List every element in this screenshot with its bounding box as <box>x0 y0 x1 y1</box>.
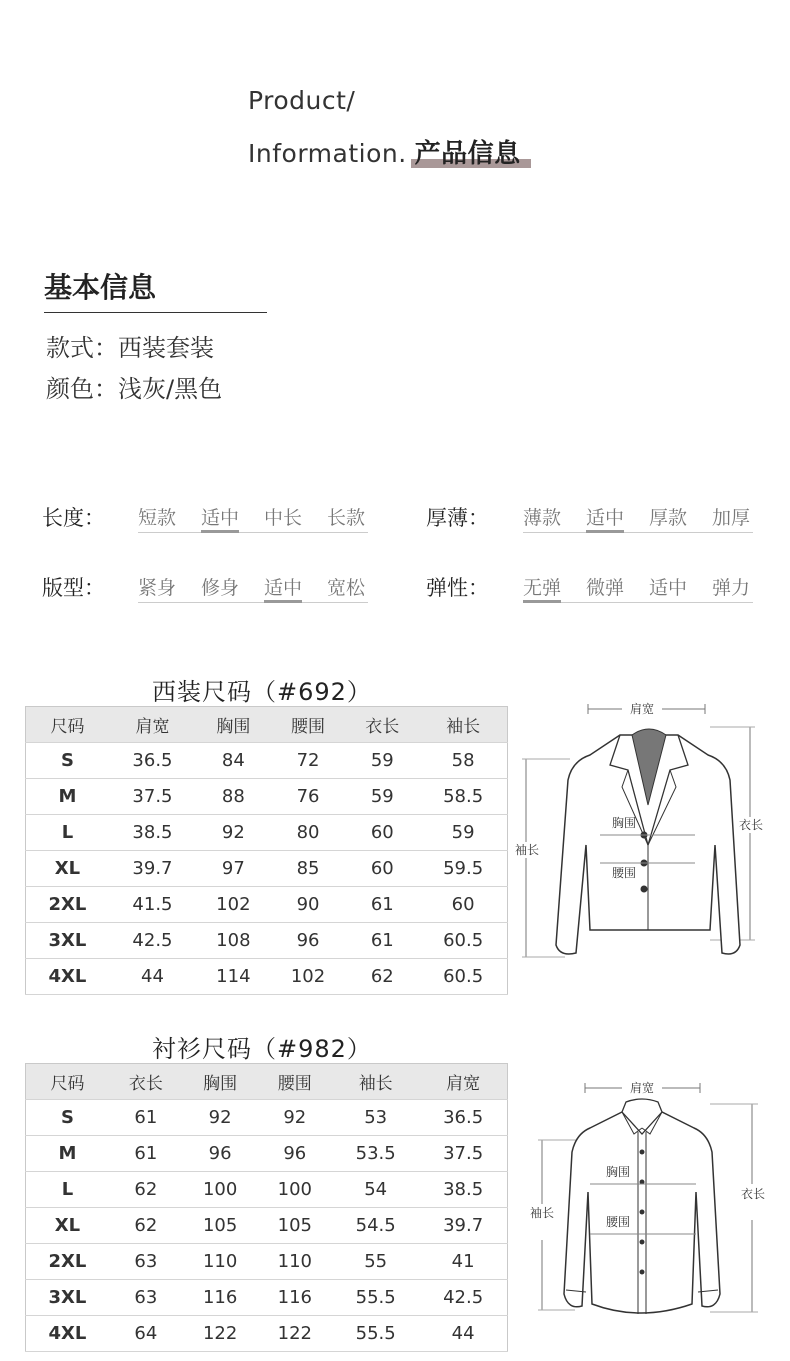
attr-rule-fit <box>138 602 368 603</box>
attr-option-length: 中长 <box>264 507 303 529</box>
table-cell: 61 <box>345 887 419 923</box>
attr-option-elasticity: 无弹 <box>523 577 562 599</box>
attr-option-fit: 紧身 <box>138 577 177 599</box>
attr-option-fit: 宽松 <box>327 577 366 599</box>
table-cell: 96 <box>257 1136 332 1172</box>
table-cell: 60.5 <box>419 959 507 995</box>
header-cn-text: 产品信息 <box>414 139 521 169</box>
attr-option-elasticity: 弹力 <box>712 577 751 599</box>
table-size-cell: S <box>26 1100 109 1136</box>
table-cell: 54.5 <box>332 1208 419 1244</box>
shirt-size-title: 衬衫尺码（#982） <box>152 1035 372 1063</box>
table-header-cell: 胸围 <box>196 707 271 743</box>
table-header-row <box>26 707 508 743</box>
table-cell: 108 <box>196 923 271 959</box>
table-cell: 62 <box>109 1172 183 1208</box>
table-cell: 100 <box>183 1172 258 1208</box>
table-header-cell: 袖长 <box>332 1064 419 1100</box>
table-cell: 39.7 <box>419 1208 507 1244</box>
table-header-cell: 肩宽 <box>109 707 196 743</box>
table-cell: 92 <box>196 815 271 851</box>
table-cell: 58 <box>419 743 507 779</box>
table-cell: 37.5 <box>419 1136 507 1172</box>
table-cell: 59 <box>345 743 419 779</box>
table-cell: 92 <box>257 1100 332 1136</box>
table-cell: 90 <box>271 887 346 923</box>
table-header-cell: 衣长 <box>345 707 419 743</box>
table-cell: 85 <box>271 851 346 887</box>
table-row <box>26 779 508 815</box>
table-cell: 96 <box>183 1136 258 1172</box>
table-cell: 62 <box>345 959 419 995</box>
table-cell: 61 <box>109 1100 183 1136</box>
table-cell: 72 <box>271 743 346 779</box>
table-header-cell: 胸围 <box>183 1064 258 1100</box>
table-cell: 53 <box>332 1100 419 1136</box>
shirt-diagram-chest: 胸围 <box>605 1165 631 1179</box>
table-cell: 61 <box>109 1136 183 1172</box>
table-cell: 110 <box>257 1244 332 1280</box>
table-size-cell: 4XL <box>26 1316 109 1352</box>
table-cell: 59 <box>345 779 419 815</box>
attr-rule-thickness <box>523 532 753 533</box>
shirt-diagram-sleeve: 袖长 <box>530 1206 555 1220</box>
table-cell: 58.5 <box>419 779 507 815</box>
attr-option-thickness: 适中 <box>586 507 625 529</box>
table-row <box>26 743 508 779</box>
attr-option-thickness: 薄款 <box>523 507 562 529</box>
suit-diagram-length: 衣长 <box>738 818 764 832</box>
table-cell: 44 <box>419 1316 507 1352</box>
blazer-diagram-icon <box>510 695 780 965</box>
table-cell: 97 <box>196 851 271 887</box>
attr-selected-marker-fit <box>264 600 302 603</box>
table-size-cell: 4XL <box>26 959 109 995</box>
table-cell: 63 <box>109 1244 183 1280</box>
attr-selected-marker-length <box>201 530 239 533</box>
table-row <box>26 1100 508 1136</box>
table-row <box>26 851 508 887</box>
attr-option-length: 适中 <box>201 507 240 529</box>
attr-label-fit: 版型： <box>42 576 105 600</box>
table-cell: 64 <box>109 1316 183 1352</box>
table-cell: 60.5 <box>419 923 507 959</box>
table-cell: 59 <box>419 815 507 851</box>
table-cell: 37.5 <box>109 779 196 815</box>
table-cell: 59.5 <box>419 851 507 887</box>
table-size-cell: M <box>26 779 109 815</box>
table-size-cell: L <box>26 1172 109 1208</box>
table-row <box>26 1208 508 1244</box>
table-header-cell: 肩宽 <box>419 1064 507 1100</box>
shirt-diagram-shoulder: 肩宽 <box>629 1081 655 1095</box>
attr-rule-length <box>138 532 368 533</box>
header-information-cn <box>415 133 521 170</box>
table-cell: 41.5 <box>109 887 196 923</box>
table-cell: 96 <box>271 923 346 959</box>
table-cell: 105 <box>183 1208 258 1244</box>
attr-label-length: 长度： <box>42 506 105 530</box>
attr-label-thickness: 厚薄： <box>426 506 489 530</box>
table-cell: 61 <box>345 923 419 959</box>
header-information-en: Information. <box>248 139 407 168</box>
table-cell: 55.5 <box>332 1280 419 1316</box>
attr-option-length: 短款 <box>138 507 177 529</box>
table-cell: 62 <box>109 1208 183 1244</box>
table-cell: 76 <box>271 779 346 815</box>
table-row <box>26 1172 508 1208</box>
attr-selected-marker-thickness <box>586 530 624 533</box>
table-cell: 80 <box>271 815 346 851</box>
attr-label-elasticity: 弹性： <box>426 576 489 600</box>
table-cell: 60 <box>345 851 419 887</box>
table-cell: 60 <box>419 887 507 923</box>
header-product: Product/ <box>248 86 356 115</box>
table-size-cell: L <box>26 815 109 851</box>
attr-option-thickness: 加厚 <box>712 507 751 529</box>
info-color-row: 颜色：浅灰/黑色 <box>46 375 223 403</box>
table-cell: 54 <box>332 1172 419 1208</box>
basic-info-divider <box>44 312 267 313</box>
table-size-cell: 3XL <box>26 923 109 959</box>
table-header-cell: 衣长 <box>109 1064 183 1100</box>
table-header-cell: 尺码 <box>26 1064 109 1100</box>
table-cell: 42.5 <box>419 1280 507 1316</box>
table-cell: 41 <box>419 1244 507 1280</box>
table-cell: 88 <box>196 779 271 815</box>
table-size-cell: 2XL <box>26 887 109 923</box>
table-cell: 38.5 <box>419 1172 507 1208</box>
table-cell: 60 <box>345 815 419 851</box>
table-size-cell: M <box>26 1136 109 1172</box>
shirt-diagram-length: 衣长 <box>740 1187 766 1201</box>
table-cell: 38.5 <box>109 815 196 851</box>
table-row <box>26 923 508 959</box>
shirt-diagram-waist: 腰围 <box>605 1215 631 1229</box>
basic-info-title: 基本信息 <box>44 271 157 304</box>
table-cell: 122 <box>257 1316 332 1352</box>
shirt-size-table <box>25 1063 508 1352</box>
attr-option-fit: 适中 <box>264 577 303 599</box>
attr-selected-marker-elasticity <box>523 600 561 603</box>
table-cell: 110 <box>183 1244 258 1280</box>
table-size-cell: XL <box>26 851 109 887</box>
suit-diagram-chest: 胸围 <box>611 816 637 830</box>
table-cell: 44 <box>109 959 196 995</box>
table-cell: 42.5 <box>109 923 196 959</box>
table-row <box>26 887 508 923</box>
table-cell: 105 <box>257 1208 332 1244</box>
attr-option-elasticity: 适中 <box>649 577 688 599</box>
table-header-row <box>26 1064 508 1100</box>
table-cell: 55.5 <box>332 1316 419 1352</box>
shirt-diagram-icon <box>530 1072 780 1342</box>
table-row <box>26 1280 508 1316</box>
table-cell: 100 <box>257 1172 332 1208</box>
table-cell: 92 <box>183 1100 258 1136</box>
table-row <box>26 1244 508 1280</box>
table-cell: 102 <box>271 959 346 995</box>
attr-option-length: 长款 <box>327 507 366 529</box>
table-cell: 122 <box>183 1316 258 1352</box>
attr-option-elasticity: 微弹 <box>586 577 625 599</box>
table-cell: 55 <box>332 1244 419 1280</box>
suit-diagram-shoulder: 肩宽 <box>629 702 655 716</box>
table-cell: 39.7 <box>109 851 196 887</box>
table-cell: 36.5 <box>109 743 196 779</box>
header-information <box>248 133 521 170</box>
table-cell: 116 <box>183 1280 258 1316</box>
info-style-row: 款式：西装套装 <box>46 334 214 362</box>
table-size-cell: S <box>26 743 109 779</box>
table-header-cell: 腰围 <box>271 707 346 743</box>
table-row <box>26 959 508 995</box>
attr-option-thickness: 厚款 <box>649 507 688 529</box>
suit-size-title: 西装尺码（#692） <box>152 678 372 706</box>
suit-diagram-waist: 腰围 <box>611 866 637 880</box>
attr-option-fit: 修身 <box>201 577 240 599</box>
table-cell: 102 <box>196 887 271 923</box>
table-cell: 53.5 <box>332 1136 419 1172</box>
table-row <box>26 1136 508 1172</box>
table-size-cell: 3XL <box>26 1280 109 1316</box>
table-row <box>26 1316 508 1352</box>
suit-size-table <box>25 706 508 995</box>
table-row <box>26 815 508 851</box>
table-header-cell: 袖长 <box>419 707 507 743</box>
table-size-cell: XL <box>26 1208 109 1244</box>
table-header-cell: 尺码 <box>26 707 109 743</box>
table-cell: 84 <box>196 743 271 779</box>
table-size-cell: 2XL <box>26 1244 109 1280</box>
suit-diagram-sleeve: 袖长 <box>514 843 540 857</box>
table-header-cell: 腰围 <box>257 1064 332 1100</box>
table-cell: 36.5 <box>419 1100 507 1136</box>
table-cell: 63 <box>109 1280 183 1316</box>
table-cell: 114 <box>196 959 271 995</box>
table-cell: 116 <box>257 1280 332 1316</box>
